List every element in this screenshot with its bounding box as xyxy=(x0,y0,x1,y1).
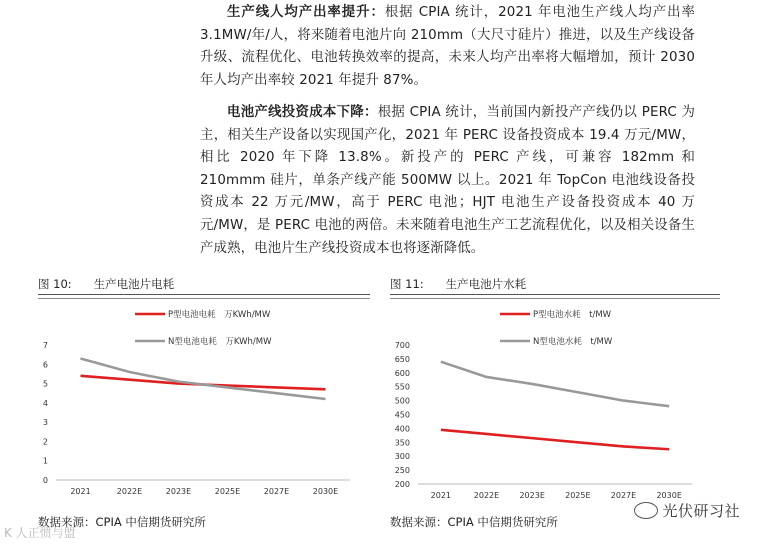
x-tick-label: 2025E xyxy=(565,491,591,500)
figure-divider xyxy=(390,294,720,295)
x-tick-label: 2030E xyxy=(656,491,682,500)
y-tick-label: 350 xyxy=(394,438,410,448)
wechat-icon xyxy=(634,502,658,519)
y-tick-label: 2 xyxy=(42,437,48,447)
legend-label: P型电池水耗 t/MW xyxy=(533,310,612,320)
series-line xyxy=(441,362,669,406)
paragraph-body: 根据 CPIA 统计，当前国内新投产产线仍以 PERC 为主，相关生产设备以实现国产化，2021 年 PERC 设备投资成本 19.4 万元/MW，相比 2020 年下降 13.8%。新投产的 PERC 产线，可兼容 182mm 和 210mmm 硅片，单条产线产能 500MW 以上。2021 年 TopCon 电池线设备投资成本 22 万元/MW，高于 PERC 电池；HJT 电池生产设备投资成本 40 万元/MW，是 PERC 电池的两倍。未来随着电池生产工艺流程优化，以及相关设备生产成熟，电池片生产线投资成本也将逐渐降低。 xyxy=(200,105,695,256)
x-tick-label: 2022E xyxy=(116,487,143,496)
series-line xyxy=(441,430,669,449)
x-tick-label: 2021 xyxy=(70,487,91,496)
x-tick-label: 2027E xyxy=(263,487,290,496)
y-tick-label: 250 xyxy=(394,466,410,476)
y-tick-label: 400 xyxy=(394,424,410,434)
x-tick-label: 2022E xyxy=(473,491,500,500)
x-tick-label: 2030E xyxy=(312,487,339,496)
y-tick-label: 550 xyxy=(394,382,410,392)
y-tick-label: 4 xyxy=(42,398,48,408)
x-tick-label: 2025E xyxy=(214,487,241,496)
x-tick-label: 2023E xyxy=(519,491,545,500)
legend-label: P型电池电耗 万KWh/MW xyxy=(168,310,271,320)
y-tick-label: 0 xyxy=(42,476,48,485)
paragraph-heading: 电池产线投资成本下降： xyxy=(227,105,378,120)
corner-watermark: K 人正惯与盟 xyxy=(4,526,76,540)
figure-10-caption xyxy=(38,276,174,292)
x-tick-label: 2021 xyxy=(430,491,452,500)
legend-label: N型电池电耗 万KWh/MW xyxy=(168,337,272,347)
paragraph-body: 根据 CPIA 统计，2021 年电池生产线人均产出率 3.1MW/年/人，将来随着电池片向 210mm（大尺寸硅片）推进，以及生产线设备升级、流程优化、电池转换效率的提高，未来人均产出率将大幅增加，预计 2030 年人均产出率较 2021 年提升 87%。 xyxy=(200,5,695,88)
y-tick-label: 5 xyxy=(42,379,48,389)
x-tick-label: 2023E xyxy=(165,487,192,496)
chart-power-consumption xyxy=(20,300,370,510)
chart-water-consumption xyxy=(370,300,720,510)
y-tick-label: 6 xyxy=(42,360,48,370)
paragraph-per-capita-output xyxy=(200,2,695,92)
watermark-text: 光伏研习社 xyxy=(662,502,740,520)
figure-title: 生产电池片水耗 xyxy=(445,277,527,291)
x-tick-label: 2027E xyxy=(610,491,637,500)
y-tick-label: 7 xyxy=(42,341,48,350)
figure-number: 图 11: xyxy=(390,277,424,291)
y-tick-label: 650 xyxy=(394,354,410,364)
figure-11-caption xyxy=(390,276,526,292)
y-tick-label: 1 xyxy=(42,456,48,466)
y-tick-label: 300 xyxy=(394,452,410,462)
paragraph-heading: 生产线人均产出率提升： xyxy=(227,5,385,20)
y-tick-label: 500 xyxy=(394,396,410,406)
series-line xyxy=(81,376,326,390)
figure-11-source: 数据来源：CPIA 中信期货研究所 xyxy=(390,515,558,529)
figure-number: 图 10: xyxy=(38,277,72,291)
figure-divider xyxy=(390,298,720,299)
y-tick-label: 700 xyxy=(394,341,410,350)
figure-title: 生产电池片电耗 xyxy=(93,277,175,291)
figure-10-source: 数据来源：CPIA 中信期货研究所 xyxy=(38,515,206,529)
figure-divider xyxy=(38,294,370,295)
legend-label: N型电池水耗 t/MW xyxy=(533,337,613,347)
y-tick-label: 450 xyxy=(394,410,410,420)
y-tick-label: 3 xyxy=(42,418,48,428)
figure-divider xyxy=(38,298,370,299)
y-tick-label: 600 xyxy=(394,368,410,378)
wechat-watermark xyxy=(634,500,740,521)
y-tick-label: 200 xyxy=(394,480,410,489)
paragraph-investment-cost xyxy=(200,102,695,260)
